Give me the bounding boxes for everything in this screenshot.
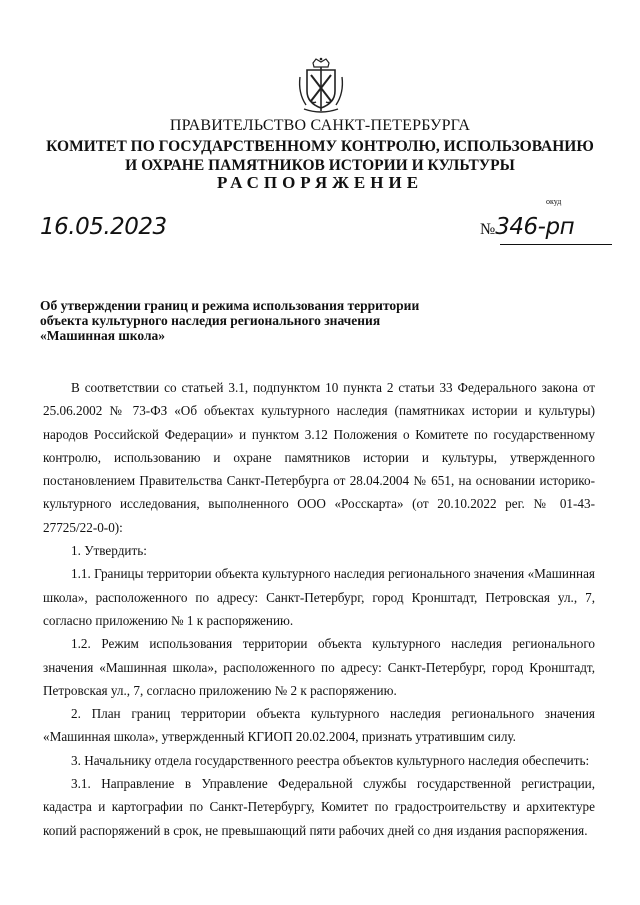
document-number bbox=[480, 214, 574, 240]
document-type: РАСПОРЯЖЕНИЕ bbox=[216, 173, 424, 192]
paragraph-item-1-1: 1.1. Границы территории объекта культурного наследия регионального значения «Машинная школа», расположенного по адресу: Санкт-Петербург, город Кронштадт, Петровская ул., 7, согласно приложению № 1 к распоряжению. bbox=[43, 566, 595, 628]
coat-of-arms-icon bbox=[296, 57, 346, 115]
document-body bbox=[43, 376, 595, 842]
number-underline bbox=[500, 244, 612, 245]
paragraph-item-2: 2. План границ территории объекта культурного наследия регионального значения «Машинная школа», утвержденный КГИОП 20.02.2004, признать утратившим силу. bbox=[43, 706, 595, 745]
subject-line1: Об утверждении границ и режима использования территории bbox=[40, 298, 420, 313]
paragraph-item-1-2: 1.2. Режим использования территории объекта культурного наследия регионального значения «Машинная школа», расположенного по адресу: Санкт-Петербург, город Кронштадт, Петровская ул., 7, согласно приложению № 2 к распоряжению. bbox=[43, 636, 595, 698]
committee-title bbox=[0, 137, 640, 175]
paragraph-preamble: В соответствии со статьей 3.1, подпунктом 10 пункта 2 статьи 33 Федерального закона от 25.06.2002 № 73-ФЗ «Об объектах культурного наследия (памятниках истории и культуры) народов Российской Федерации» и пунктом 3.12 Положения о Комитете по государственному контролю, использованию и охране памятников истории и культуры, утвержденного постановлением Правительства Санкт-Петербурга от 28.04.2004 № 651, на основании историко-культурного исследования, выполненного ООО «Росскарта» (от 20.10.2022 рег. № 01-43-27725/22-0-0): bbox=[43, 380, 595, 535]
government-title: ПРАВИТЕЛЬСТВО САНКТ-ПЕТЕРБУРГА bbox=[169, 117, 471, 134]
number-sign: № bbox=[480, 221, 496, 238]
paragraph-item-1: 1. Утвердить: bbox=[71, 543, 147, 559]
committee-title-line1: КОМИТЕТ ПО ГОСУДАРСТВЕННОМУ КОНТРОЛЮ, ИСПОЛЬЗОВАНИЮ bbox=[46, 138, 594, 155]
document-subject bbox=[40, 298, 440, 343]
subject-line3: «Машинная школа» bbox=[40, 328, 166, 343]
subject-line2: объекта культурного наследия регионального значения bbox=[40, 313, 381, 328]
committee-title-line2: И ОХРАНЕ ПАМЯТНИКОВ ИСТОРИИ И КУЛЬТУРЫ bbox=[125, 157, 515, 174]
paragraph-item-3-1: 3.1. Направление в Управление Федеральной службы государственной регистрации, кадастра и картографии по Санкт-Петербургу, Комитет по градостроительству и архитектуре копий распоряжений в срок, не превышающий пяти рабочих дней со дня издания распоряжения. bbox=[43, 776, 595, 838]
document-date: 16.05.2023 bbox=[40, 214, 167, 240]
number-value: 346-рп bbox=[495, 214, 575, 240]
paragraph-item-3: 3. Начальнику отдела государственного реестра объектов культурного наследия обеспечить: bbox=[71, 752, 590, 768]
okud-label: окуд bbox=[546, 197, 562, 206]
